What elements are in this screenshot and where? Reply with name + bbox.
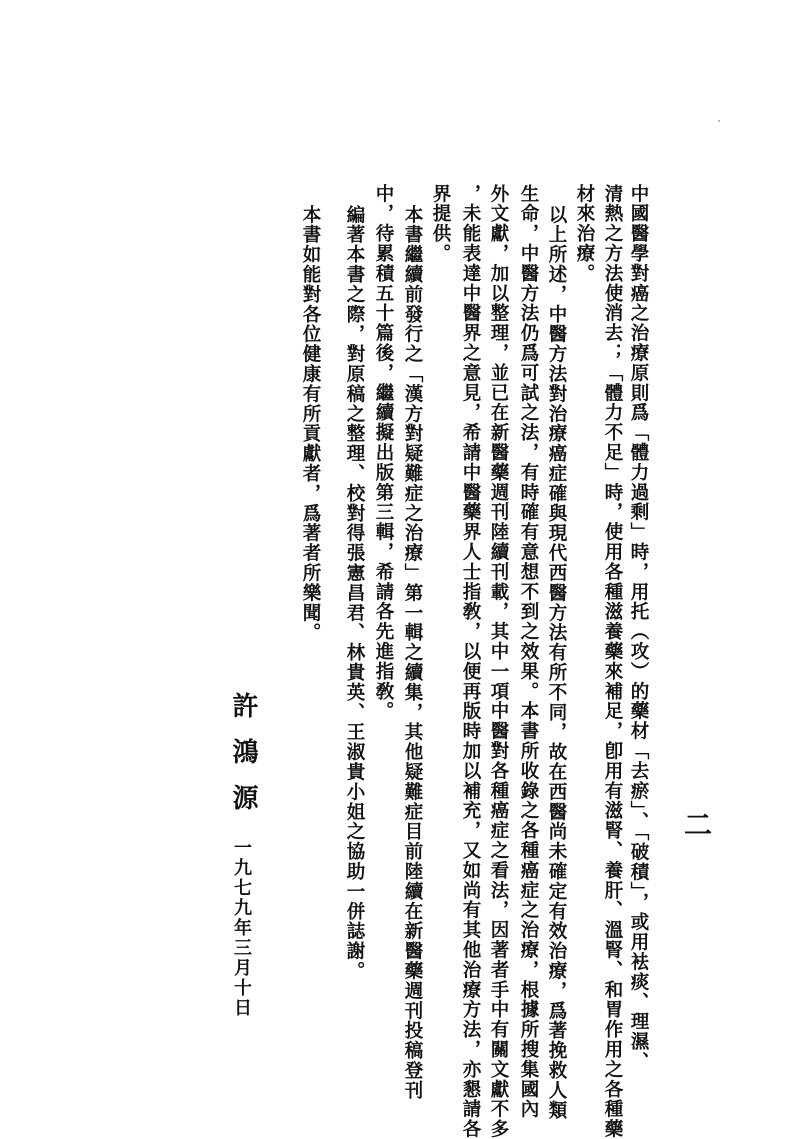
- date: 一九七九年三月十日: [231, 838, 252, 1018]
- text-column-6: 外文獻，加以整理，並已在新醫藥週刊陸續刊載，其中一項中醫對各種癌症之看法，因著者手中有關文獻不多: [488, 184, 509, 1139]
- text-column-5: 生命，中醫方法仍爲可試之法，有時確有意想不到之效果。本書所收錄之各種癌症之治療，根據所搜集國內: [518, 184, 539, 1120]
- page-number: 二: [680, 810, 713, 838]
- text-column-7: ，未能表達中醫界之意見，希請中醫藥界人士指敎，以便再版時加以補充，又如尚有其他治療方法，亦懇請各: [460, 184, 481, 1139]
- text-column-12: 本書如能對各位健康有所貢獻者，爲著者所樂聞。: [300, 205, 321, 643]
- text-column-8: 界提供。: [430, 184, 451, 264]
- author-name: 許鴻源: [228, 692, 258, 830]
- text-column-1: 中國醫學對癌之治療原則爲「體力過剩」時，用托（攻）的藥材「去瘀」、「破積」，或用袪痰、理濕、: [628, 184, 649, 1072]
- scan-speck: [718, 120, 720, 122]
- text-column-10: 中，待累積五十篇後，繼續擬出版第三輯，希請各先進指敎。: [373, 184, 394, 722]
- text-column-11: 編著本書之際，對原稿之整理、校對得張憲昌君、林貴英、王淑貴小姐之協助一併誌謝。: [344, 205, 365, 982]
- text-column-9: 本書繼續前發行之「漢方對疑難症之治療」第一輯之續集，其他疑難症目前陸續在新醫藥週刊投稿登刊: [402, 205, 423, 1101]
- text-column-4: 以上所述，中醫方法對治療癌症確與現代西醫方法有所不同，故在西醫尚未確定有效治療，爲著挽救人類: [546, 205, 567, 1121]
- text-column-3: 材來治療。: [574, 184, 595, 284]
- text-column-2: 清熱之方法使消去；「體力不足」時，使用各種滋養藥來補足，卽用有滋腎、養肝、溫腎、和胃作用之各種藥: [602, 184, 623, 1139]
